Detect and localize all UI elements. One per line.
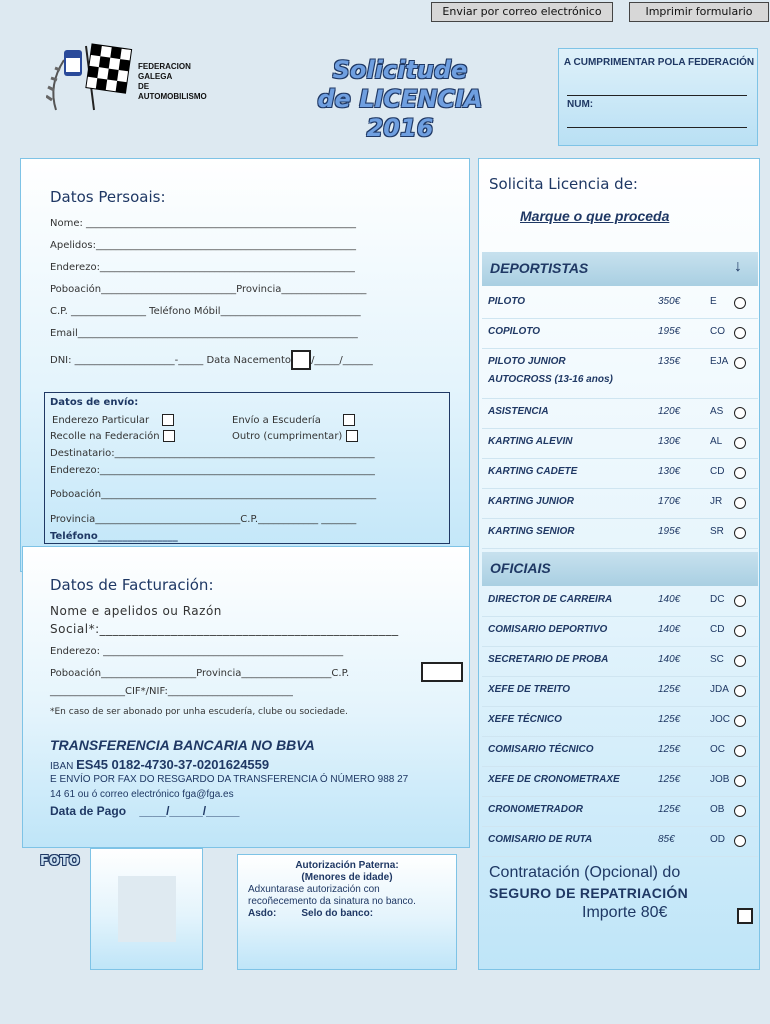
license-radio[interactable] bbox=[734, 297, 746, 309]
license-name: KARTING JUNIOR bbox=[488, 496, 574, 507]
license-row-xefe-treito[interactable] bbox=[482, 676, 758, 707]
insurance-checkbox[interactable] bbox=[737, 908, 753, 924]
license-code: OD bbox=[710, 834, 725, 845]
license-price: 140€ bbox=[658, 654, 681, 665]
license-radio[interactable] bbox=[734, 655, 746, 667]
license-row-karting-alevin[interactable] bbox=[482, 428, 758, 459]
fax-line2: 14 61 ou ó correo electrónico fga@fga.es bbox=[50, 789, 234, 800]
license-price: 195€ bbox=[658, 526, 681, 537]
dni-field[interactable] bbox=[50, 350, 373, 370]
opt-escuderia-checkbox[interactable] bbox=[343, 414, 355, 426]
license-price: 125€ bbox=[658, 684, 681, 695]
license-price: 120€ bbox=[658, 406, 681, 417]
page-title bbox=[300, 56, 500, 143]
billing-enderezo-field[interactable]: Enderezo: ________________________________________________ bbox=[50, 646, 344, 657]
license-price: 140€ bbox=[658, 594, 681, 605]
parental-text1: Adxuntarase autorización con bbox=[248, 884, 380, 895]
license-name: COPILOTO bbox=[488, 326, 541, 337]
license-radio[interactable] bbox=[734, 357, 746, 369]
license-name: XEFE DE TREITO bbox=[488, 684, 571, 695]
oficiais-label: OFICIAIS bbox=[490, 560, 551, 576]
license-code: SR bbox=[710, 526, 724, 537]
birth-date-box[interactable] bbox=[291, 350, 311, 370]
billing-nome-field[interactable]: Social*:______________________________________________ bbox=[50, 622, 399, 636]
federation-logo bbox=[46, 40, 206, 116]
license-name: COMISARIO DEPORTIVO bbox=[488, 624, 608, 635]
title-line1: Solicitude bbox=[332, 56, 468, 84]
license-radio[interactable] bbox=[734, 805, 746, 817]
license-code: JOB bbox=[710, 774, 730, 785]
license-price: 125€ bbox=[658, 774, 681, 785]
enderezo-field[interactable]: Enderezo:___________________________________________________ bbox=[50, 262, 355, 273]
fax-line1: E ENVÍO POR FAX DO RESGARDO DA TRANSFERENCIA Ó NÚMERO 988 27 bbox=[50, 774, 409, 785]
dni-label: DNI: ____________________-_____ Data Nacemento bbox=[50, 355, 292, 366]
license-row-karting-cadete[interactable] bbox=[482, 458, 758, 489]
license-heading: Solicita Licencia de: bbox=[489, 175, 638, 193]
license-row-comisario-deportivo[interactable] bbox=[482, 616, 758, 647]
license-price: 125€ bbox=[658, 714, 681, 725]
iban-row bbox=[50, 757, 269, 772]
license-price: 130€ bbox=[658, 466, 681, 477]
license-row-xefe-cronometraxe[interactable] bbox=[482, 766, 758, 797]
poboacion-field[interactable]: Poboación___________________________Provincia_________________ bbox=[50, 284, 367, 295]
license-name: COMISARIO DE RUTA bbox=[488, 834, 593, 845]
license-price: 170€ bbox=[658, 496, 681, 507]
license-name: PILOTO bbox=[488, 296, 526, 307]
license-row-copiloto[interactable] bbox=[482, 318, 758, 349]
license-row-karting-senior[interactable] bbox=[482, 518, 758, 549]
opt-federacion[interactable] bbox=[50, 430, 175, 442]
license-radio[interactable] bbox=[734, 527, 746, 539]
billing-cif-field[interactable]: _______________CIF*/NIF:_________________________ bbox=[50, 686, 293, 697]
license-code: AL bbox=[710, 436, 723, 447]
insurance-price: Importe 80€ bbox=[582, 904, 668, 921]
license-radio[interactable] bbox=[734, 467, 746, 479]
license-row-comisario-tecnico[interactable] bbox=[482, 736, 758, 767]
billing-poboacion-field[interactable]: Poboación___________________Provincia__________________C.P. bbox=[50, 668, 350, 679]
license-price: 140€ bbox=[658, 624, 681, 635]
license-name: DIRECTOR DE CARREIRA bbox=[488, 594, 613, 605]
license-row-karting-junior[interactable] bbox=[482, 488, 758, 519]
title-line2: de LICENCIA bbox=[317, 85, 483, 113]
iban-value: ES45 0182-4730-37-0201624559 bbox=[76, 757, 270, 772]
license-code: DC bbox=[710, 594, 725, 605]
opt-escuderia[interactable] bbox=[232, 414, 355, 426]
oficiais-header bbox=[482, 552, 758, 586]
opt-federacion-label: Recolle na Federación bbox=[50, 431, 160, 442]
arrow-down-icon: ↓ bbox=[734, 258, 742, 275]
license-code: CO bbox=[710, 326, 725, 337]
license-row-comisario-ruta[interactable] bbox=[482, 826, 758, 857]
license-name: PILOTO JUNIOR bbox=[488, 356, 566, 367]
license-radio[interactable] bbox=[734, 625, 746, 637]
opt-particular[interactable] bbox=[52, 414, 174, 426]
insurance-line1: Contratación (Opcional) do bbox=[489, 864, 681, 881]
license-row-director[interactable] bbox=[482, 586, 758, 617]
license-radio[interactable] bbox=[734, 407, 746, 419]
photo-placeholder bbox=[118, 876, 176, 942]
license-name: XEFE TÉCNICO bbox=[488, 714, 562, 725]
parental-title2: (Menores de idade) bbox=[301, 872, 393, 883]
license-row-secretario[interactable] bbox=[482, 646, 758, 677]
license-price: 125€ bbox=[658, 744, 681, 755]
opt-particular-checkbox[interactable] bbox=[162, 414, 174, 426]
license-code: JOC bbox=[710, 714, 730, 725]
license-name: KARTING CADETE bbox=[488, 466, 578, 477]
license-code: OB bbox=[710, 804, 725, 815]
billing-heading: Datos de Facturación: bbox=[50, 576, 214, 594]
bank-heading: TRANSFERENCIA BANCARIA NO BBVA bbox=[50, 737, 315, 753]
insurance-line2: SEGURO DE REPATRIACIÓN bbox=[489, 885, 688, 901]
opt-outro-label: Outro (cumprimentar) bbox=[232, 431, 343, 442]
license-price: 195€ bbox=[658, 326, 681, 337]
opt-particular-label: Enderezo Particular bbox=[52, 415, 150, 426]
logo-org-line2: DE AUTOMOBILISMO bbox=[138, 82, 207, 101]
license-code: SC bbox=[710, 654, 724, 665]
photo-label: FOTO bbox=[40, 854, 80, 869]
license-code: CD bbox=[710, 466, 725, 477]
dni-tail: /_____/______ bbox=[311, 355, 373, 366]
parental-text2: recoñecemento da sinatura no banco. bbox=[248, 896, 416, 907]
parental-title1: Autorización Paterna: bbox=[295, 860, 399, 871]
ship-provincia-field[interactable]: Provincia_____________________________C.P.____________ _______ bbox=[50, 514, 357, 525]
opt-federacion-checkbox[interactable] bbox=[163, 430, 175, 442]
iban-label: IBAN bbox=[50, 761, 74, 772]
federation-box bbox=[558, 48, 758, 146]
pay-date-row[interactable] bbox=[50, 804, 239, 818]
license-radio[interactable] bbox=[734, 437, 746, 449]
asdo-label: Asdo: bbox=[248, 908, 277, 919]
license-radio[interactable] bbox=[734, 595, 746, 607]
email-button[interactable]: Enviar por correo electrónico bbox=[431, 2, 613, 22]
ship-enderezo-field[interactable]: Enderezo:_______________________________________________________ bbox=[50, 465, 375, 476]
pay-label: Data de Pago bbox=[50, 804, 127, 818]
license-name: COMISARIO TÉCNICO bbox=[488, 744, 594, 755]
opt-escuderia-label: Envío a Escudería bbox=[232, 415, 321, 426]
federation-num-label: NUM: bbox=[567, 99, 594, 110]
license-radio[interactable] bbox=[734, 745, 746, 757]
license-price: 85€ bbox=[658, 834, 675, 845]
selo-label: Selo do banco: bbox=[301, 908, 374, 919]
license-name: XEFE DE CRONOMETRAXE bbox=[488, 774, 620, 785]
personal-heading: Datos Persoais: bbox=[50, 188, 166, 206]
license-row-piloto[interactable] bbox=[482, 288, 758, 319]
license-code: JR bbox=[710, 496, 723, 507]
shipping-heading: Datos de envío: bbox=[50, 397, 139, 408]
license-row-piloto-junior[interactable] bbox=[482, 348, 758, 399]
title-line3: 2016 bbox=[366, 114, 434, 142]
opt-outro-checkbox[interactable] bbox=[346, 430, 358, 442]
license-code: OC bbox=[710, 744, 725, 755]
license-subheading: Marque o que proceda bbox=[520, 208, 670, 224]
billing-note: *En caso de ser abonado por unha escudería, clube ou sociedade. bbox=[50, 707, 348, 717]
opt-outro[interactable] bbox=[232, 430, 358, 442]
license-row-cronometrador[interactable] bbox=[482, 796, 758, 827]
license-radio[interactable] bbox=[734, 775, 746, 787]
license-code: EJA bbox=[710, 356, 729, 367]
deportistas-label: DEPORTISTAS bbox=[490, 260, 589, 276]
license-price: 130€ bbox=[658, 436, 681, 447]
pay-date-field[interactable]: ____/_____/_____ bbox=[139, 804, 240, 818]
deportistas-header bbox=[482, 252, 758, 286]
cp-telefono-field[interactable]: C.P. _______________ Teléfono Móbil____________________________ bbox=[50, 306, 361, 317]
license-price: 135€ bbox=[658, 356, 681, 367]
license-code: AS bbox=[710, 406, 724, 417]
license-name: CRONOMETRADOR bbox=[488, 804, 583, 815]
license-name: ASISTENCIA bbox=[488, 406, 549, 417]
license-code: JDA bbox=[710, 684, 729, 695]
nome-field[interactable]: Nome: ______________________________________________________ bbox=[50, 218, 357, 229]
license-row-xefe-tecnico[interactable] bbox=[482, 706, 758, 737]
license-code: E bbox=[710, 296, 717, 307]
destinatario-field[interactable]: Destinatario:____________________________________________________ bbox=[50, 448, 375, 459]
email-field[interactable]: Email________________________________________________________ bbox=[50, 328, 358, 339]
print-button[interactable]: Imprimir formulario bbox=[629, 2, 769, 22]
license-radio[interactable] bbox=[734, 327, 746, 339]
ship-telefono-field[interactable]: Teléfono________________ bbox=[50, 531, 178, 542]
billing-cp-box[interactable] bbox=[421, 662, 463, 682]
logo-org-line1: FEDERACION GALEGA bbox=[138, 62, 191, 81]
license-radio[interactable] bbox=[734, 835, 746, 847]
billing-nome-label: Nome e apelidos ou Razón bbox=[50, 604, 222, 618]
license-name: KARTING SENIOR bbox=[488, 526, 575, 537]
license-radio[interactable] bbox=[734, 497, 746, 509]
license-price: 350€ bbox=[658, 296, 681, 307]
license-row-asistencia[interactable] bbox=[482, 398, 758, 429]
license-code: CD bbox=[710, 624, 725, 635]
license-radio[interactable] bbox=[734, 715, 746, 727]
license-name-line2: AUTOCROSS (13-16 anos) bbox=[488, 374, 613, 385]
license-name: KARTING ALEVIN bbox=[488, 436, 573, 447]
license-price: 125€ bbox=[658, 804, 681, 815]
ship-poboacion-field[interactable]: Poboación_______________________________________________________ bbox=[50, 489, 377, 500]
federation-box-label: A CUMPRIMENTAR POLA FEDERACIÓN bbox=[563, 57, 755, 68]
license-name: SECRETARIO DE PROBA bbox=[488, 654, 609, 665]
apelidos-field[interactable]: Apelidos:____________________________________________________ bbox=[50, 240, 356, 251]
license-radio[interactable] bbox=[734, 685, 746, 697]
